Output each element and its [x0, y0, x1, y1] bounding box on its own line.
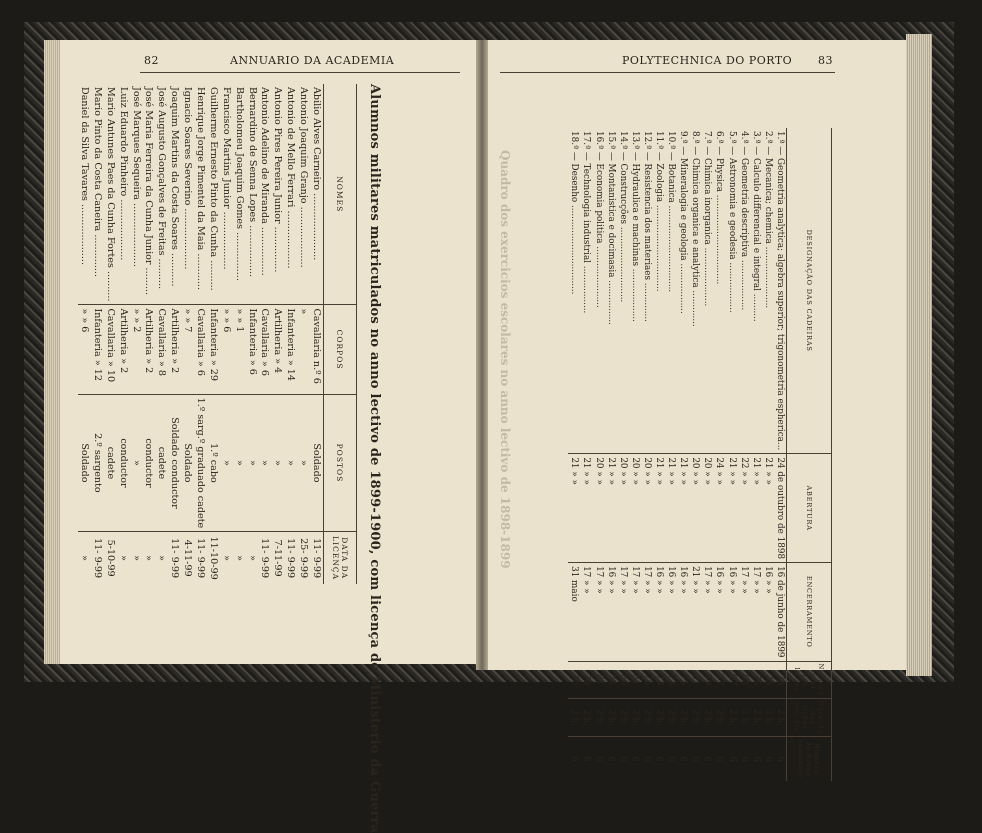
military-students-table	[78, 84, 357, 584]
student-name: Francisco Martins Junior ...................	[220, 87, 232, 270]
table-row	[78, 84, 91, 584]
cadeira-horas: 6	[665, 737, 677, 781]
header-corpos: CORPOS	[324, 305, 357, 394]
student-name: Antonio de Mello Ferrari ...................	[285, 87, 297, 269]
left-running-head: ANNUARIO DA ACADEMIA	[230, 54, 395, 67]
student-posto: conductor	[143, 394, 156, 532]
table-row	[568, 128, 580, 781]
cadeira-name: 10.ª — Botanica ...............................	[666, 131, 677, 293]
cadeira-duracao: 2 h.	[677, 698, 689, 737]
student-corpo: Cavallaria » 8	[155, 305, 168, 394]
student-corpo: Infanteria » 14	[284, 305, 297, 394]
cadeira-numero-licoes: 75	[605, 661, 617, 698]
student-name: José Maria Ferreira da Cunha Junior .........	[143, 87, 155, 296]
student-corpo: Infanteria » 12	[91, 305, 104, 394]
cadeira-duracao: 2 h.	[750, 698, 762, 737]
student-posto: cadete	[155, 394, 168, 532]
student-name: Mario Pinto da Costa Caneira ..............	[91, 87, 103, 278]
cadeira-abertura: 20 » »	[641, 454, 653, 563]
table-row	[617, 128, 629, 781]
table-row	[641, 128, 653, 781]
table-row	[605, 128, 617, 781]
student-data: 11- 9-99	[259, 532, 272, 584]
table-row	[665, 128, 677, 781]
student-data: 11- 9-99	[310, 532, 323, 584]
table-row	[310, 84, 323, 584]
military-students-table-block	[78, 84, 382, 833]
cadeira-abertura: 20 » »	[689, 454, 701, 563]
student-corpo: »	[297, 305, 310, 394]
student-corpo: Cavallaria n.º 6	[310, 305, 323, 394]
cadeira-name: 5.ª — Astronomia e geodesia ..................	[726, 131, 737, 313]
table-row	[181, 84, 194, 584]
cadeira-horas: 6	[762, 737, 774, 781]
header-prazo: Duração das lições por dia	[787, 698, 832, 737]
cadeira-abertura: 21 » »	[677, 454, 689, 563]
header-postos: POSTOS	[324, 394, 357, 532]
student-posto: »	[246, 394, 259, 532]
cadeira-encerramento: 17 » »	[641, 563, 653, 661]
cadeira-horas: 6	[568, 737, 580, 781]
cadeira-duracao: 2 h.	[738, 698, 750, 737]
student-posto: 1.º cabo	[207, 394, 220, 532]
student-corpo: Artilheria » 2	[117, 305, 130, 394]
student-data: 11- 9-99	[284, 532, 297, 584]
student-corpo: Artilheria » 2	[143, 305, 156, 394]
table-row	[593, 128, 605, 781]
header-data: DATA DA LICENÇA	[324, 532, 357, 584]
student-data: »	[220, 532, 233, 584]
cadeira-numero-licoes: 70	[568, 661, 580, 698]
student-data: 25- 9-99	[297, 532, 310, 584]
student-data: 5-10-99	[104, 532, 117, 584]
cadeira-duracao: 2 h.	[629, 698, 641, 737]
cadeira-numero-licoes: 81	[689, 661, 701, 698]
student-data: 7-11-99	[271, 532, 284, 584]
table-row	[580, 128, 592, 781]
cadeira-encerramento: 17 » »	[701, 563, 713, 661]
cadeira-name: 4.ª — Geometria descriptiva ..................	[738, 131, 749, 311]
header-designacao: DESIGNAÇÃO DAS CADEIRAS	[787, 128, 832, 454]
right-header-rule	[500, 72, 835, 73]
cadeira-encerramento: 16 » »	[653, 563, 665, 661]
cadeira-abertura: 21 » »	[568, 454, 580, 563]
bleed-through-title: Quadro dos exercicios escolares no anno lectivo de 1898-1899	[498, 150, 512, 569]
cadeira-name: 3.ª — Calculo differencial e integral ..........	[750, 131, 761, 322]
student-posto: Soldado	[78, 394, 91, 532]
cadeira-encerramento: 31 maio	[568, 563, 580, 661]
table-row	[726, 128, 738, 781]
cadeira-horas: 6	[629, 737, 641, 781]
cadeira-horas: 6	[689, 737, 701, 781]
table-row	[104, 84, 117, 584]
cadeira-horas: 6	[641, 737, 653, 781]
cadeira-duracao: 2 h.	[593, 698, 605, 737]
student-posto: »	[259, 394, 272, 532]
cadeira-duracao: 2 h.	[774, 698, 787, 737]
cadeira-horas: 6	[750, 737, 762, 781]
cadeira-encerramento: 17 » »	[593, 563, 605, 661]
student-corpo: » » 7	[181, 305, 194, 394]
cadeira-duracao: 2 h.	[701, 698, 713, 737]
table-row	[677, 128, 689, 781]
cadeira-encerramento: 21 » »	[689, 563, 701, 661]
lessons-table-block	[568, 128, 832, 779]
cadeira-duracao: 2 h.	[568, 698, 580, 737]
cadeira-abertura: 21 » »	[750, 454, 762, 563]
cadeira-numero-licoes: 75	[677, 661, 689, 698]
cadeira-name: 16.ª — Economia politica ......................	[593, 131, 604, 308]
cadeira-horas: 6	[580, 737, 592, 781]
student-posto: Soldado	[310, 394, 323, 532]
cadeira-abertura: 20 » »	[629, 454, 641, 563]
cadeira-abertura: 20 » »	[701, 454, 713, 563]
lessons-table	[568, 128, 832, 781]
table-row	[143, 84, 156, 584]
cadeira-encerramento: 17 » »	[629, 563, 641, 661]
cadeira-name: 11.ª — Zoologia ...............................	[654, 131, 665, 292]
table-row	[762, 128, 774, 781]
table-row	[259, 84, 272, 584]
student-name: Abilio Alves Carneiro ......................	[311, 87, 323, 261]
cadeira-encerramento: 16 de junho de 1899	[774, 563, 787, 661]
cadeira-encerramento: 16 » »	[677, 563, 689, 661]
table-row	[246, 84, 259, 584]
cadeira-numero-licoes: 83	[738, 661, 750, 698]
cadeira-encerramento: 16 » »	[762, 563, 774, 661]
student-name: Antonio Pires Pereira Junior ...............	[272, 87, 284, 273]
table-row	[689, 128, 701, 781]
left-page-edges	[44, 40, 60, 664]
cadeira-name: 18.ª — Desenho ................................	[569, 131, 580, 295]
student-name: José Augusto Gonçalves de Freitas ..........	[156, 87, 168, 290]
right-page-number: 83	[818, 54, 833, 67]
cadeira-encerramento: 16 » »	[665, 563, 677, 661]
cadeira-horas: 6	[617, 737, 629, 781]
cadeira-name: 7.ª — Chimica inorganica .....................	[702, 131, 713, 307]
cadeira-horas: 6	[605, 737, 617, 781]
cadeira-name: 13.ª — Hydraulica e machinas ...................	[629, 131, 640, 322]
cadeira-name: 6.ª — Physica ................................	[714, 131, 725, 285]
table-row	[738, 128, 750, 781]
student-data: »	[233, 532, 246, 584]
cadeira-abertura: 20 » »	[593, 454, 605, 563]
table-row	[297, 84, 310, 584]
table-row	[168, 84, 181, 584]
student-name: Antonio Joaquim Granjo ....................	[298, 87, 310, 268]
cadeira-encerramento: 16 » »	[713, 563, 725, 661]
student-posto: Soldado conductor	[168, 394, 181, 532]
table-row	[774, 128, 787, 781]
cadeira-numero-licoes: 80	[617, 661, 629, 698]
cadeira-name: 12.ª — Resistencia dos materiaes ..............	[641, 131, 652, 322]
student-posto: »	[271, 394, 284, 532]
cadeira-duracao: 2 h.	[689, 698, 701, 737]
right-page-edges	[906, 34, 932, 676]
table-row	[629, 128, 641, 781]
cadeira-horas: 6	[593, 737, 605, 781]
student-name: Luiz Eduardo Pinheiro ....................	[117, 87, 129, 261]
cadeira-abertura: 21 » »	[580, 454, 592, 563]
cadeira-numero-licoes: 97	[726, 661, 738, 698]
cadeira-duracao: 2 h.	[665, 698, 677, 737]
student-posto: 2.º sargento	[91, 394, 104, 532]
cadeira-horas: 6	[713, 737, 725, 781]
table-row	[233, 84, 246, 584]
cadeira-encerramento: 17 » »	[617, 563, 629, 661]
cadeira-numero-licoes: 77	[713, 661, 725, 698]
cadeira-name: 1.ª — Geometria analytica; algebra superior; trigonometria espherica...	[774, 131, 785, 451]
table-row	[194, 84, 207, 584]
student-data: »	[143, 532, 156, 584]
table-row	[713, 128, 725, 781]
student-posto: »	[284, 394, 297, 532]
student-name: Bernardino de Senna Lopes .................	[246, 87, 258, 278]
cadeira-duracao: 2 h.	[713, 698, 725, 737]
cadeira-duracao: 2 h.	[617, 698, 629, 737]
cadeira-duracao: 2 h.	[726, 698, 738, 737]
cadeira-numero-licoes: 75	[641, 661, 653, 698]
cadeira-horas: 6	[701, 737, 713, 781]
student-posto: conductor	[117, 394, 130, 532]
table-row	[284, 84, 297, 584]
cadeira-name: 9.ª — Mineralogia e geologia ..................	[678, 131, 689, 314]
student-corpo: » » 6	[220, 305, 233, 394]
cadeira-numero-licoes: 79	[580, 661, 592, 698]
cadeira-numero-licoes: 73	[774, 661, 787, 698]
cadeira-duracao: 2 h.	[641, 698, 653, 737]
cadeira-numero-licoes: 79	[701, 661, 713, 698]
student-name: Daniel da Silva Tavares ....................	[79, 87, 91, 266]
left-page-number: 82	[144, 54, 159, 67]
student-posto: cadete	[104, 394, 117, 532]
table-row	[155, 84, 168, 584]
student-corpo: Infanteria » 6	[246, 305, 259, 394]
cadeira-horas: 6	[653, 737, 665, 781]
table-row	[91, 84, 104, 584]
table-row	[750, 128, 762, 781]
cadeira-abertura: 21 » »	[726, 454, 738, 563]
cadeira-horas: 6	[738, 737, 750, 781]
cadeira-duracao: 2 h.	[762, 698, 774, 737]
student-posto: 1.º sarg.º graduado cadete	[194, 394, 207, 532]
header-abertura: ABERTURA	[787, 454, 832, 563]
cadeira-encerramento: 16 » »	[605, 563, 617, 661]
cadeira-numero-licoes: 81	[629, 661, 641, 698]
cadeira-abertura: 21 » »	[605, 454, 617, 563]
student-name: Ignacio Soares Severino ....................	[182, 87, 194, 270]
student-data: »	[246, 532, 259, 584]
student-posto: »	[297, 394, 310, 532]
student-corpo: Cavallaria » 6	[194, 305, 207, 394]
student-corpo: Artilheria » 4	[271, 305, 284, 394]
table-row	[130, 84, 143, 584]
cadeira-name: 2.ª — Mecanica; chemica ......................	[762, 131, 773, 309]
student-data: 11- 9-99	[91, 532, 104, 584]
header-encerramento: ENCERRAMENTO	[787, 563, 832, 661]
cadeira-numero-licoes: 81	[593, 661, 605, 698]
cadeira-abertura: 24 de outubro de 1898	[774, 454, 787, 563]
cadeira-abertura: 24 » »	[713, 454, 725, 563]
cadeira-name: 8.ª — Chimica organica e analytica .............	[690, 131, 701, 327]
cadeira-name: 15.ª — Montanistica e docimasia ................	[605, 131, 616, 325]
student-corpo: Cavallaria » 6	[259, 305, 272, 394]
book-gutter	[476, 40, 488, 670]
student-name: Bartholomeu Joaquim Gomes ................	[233, 87, 245, 281]
right-running-head: POLYTECHNICA DO PORTO	[622, 54, 793, 67]
cadeira-horas: 6	[726, 737, 738, 781]
student-data: »	[155, 532, 168, 584]
cadeira-duracao: 2 h.	[653, 698, 665, 737]
header-numero: Numero total das lições	[787, 661, 832, 698]
cadeira-name: 17.ª — Technologia industrial .................	[581, 131, 592, 314]
student-data: »	[117, 532, 130, 584]
student-data: 11-10-99	[207, 532, 220, 584]
cadeira-abertura: 22 » »	[738, 454, 750, 563]
cadeira-encerramento: 17 » »	[738, 563, 750, 661]
cadeira-numero-licoes: 75	[750, 661, 762, 698]
table-row	[701, 128, 713, 781]
cadeira-abertura: 20 » »	[617, 454, 629, 563]
student-name: Antonio Adelino de Miranda ................	[259, 87, 271, 276]
student-posto: »	[233, 394, 246, 532]
cadeira-duracao: 2 h.	[580, 698, 592, 737]
student-corpo: Cavallaria » 10	[104, 305, 117, 394]
cadeira-duracao: 2 h.	[605, 698, 617, 737]
student-corpo: Infanteria » 29	[207, 305, 220, 394]
cadeira-name: 14.ª — Construcções ...........................	[617, 131, 628, 303]
cadeira-abertura: 21 » »	[665, 454, 677, 563]
student-data: 11- 9-99	[168, 532, 181, 584]
left-table-title: Alumnos militares matriculados no anno lectivo de 1899-1900, com licença do Ministerio da Guerra	[367, 84, 382, 833]
student-name: Guilherme Ernesto Pinto da Cunha ..........	[207, 87, 219, 291]
cadeira-numero-licoes: 73	[653, 661, 665, 698]
cadeira-horas: 6	[774, 737, 787, 781]
student-data: »	[130, 532, 143, 584]
table-row	[117, 84, 130, 584]
cadeira-numero-licoes: 73	[665, 661, 677, 698]
student-data: »	[78, 532, 91, 584]
student-data: 4-11-99	[181, 532, 194, 584]
cadeira-encerramento: 16 » »	[726, 563, 738, 661]
student-name: Mario Antunes Paes da Cunha Fortes ..........	[104, 87, 116, 302]
student-posto: Soldado	[181, 394, 194, 532]
student-posto: »	[130, 394, 143, 532]
student-name: Joaquim Martins da Costa Soares ...........	[169, 87, 181, 287]
student-corpo: » » 6	[78, 305, 91, 394]
left-header-rule	[140, 72, 460, 73]
student-corpo: Artilheria » 2	[168, 305, 181, 394]
cadeira-encerramento: 17 » »	[750, 563, 762, 661]
table-row	[220, 84, 233, 584]
student-corpo: » » 1	[233, 305, 246, 394]
cadeira-numero-licoes: 75	[762, 661, 774, 698]
table-row	[653, 128, 665, 781]
student-data: 11- 9-99	[194, 532, 207, 584]
header-nomes: NOMES	[324, 84, 357, 305]
cadeira-abertura: 21 » »	[762, 454, 774, 563]
student-corpo: » » 2	[130, 305, 143, 394]
cadeira-encerramento: 17 » »	[580, 563, 592, 661]
student-name: Henrique Jorge Pimentel da Maia ............	[195, 87, 207, 291]
student-name: José Marques Sequeira .....................	[130, 87, 142, 268]
table-row	[207, 84, 220, 584]
header-horas: Numero de horas semanaes	[787, 737, 832, 781]
cadeira-horas: 6	[677, 737, 689, 781]
table-row	[271, 84, 284, 584]
cadeira-abertura: 21 » »	[653, 454, 665, 563]
student-posto: »	[220, 394, 233, 532]
